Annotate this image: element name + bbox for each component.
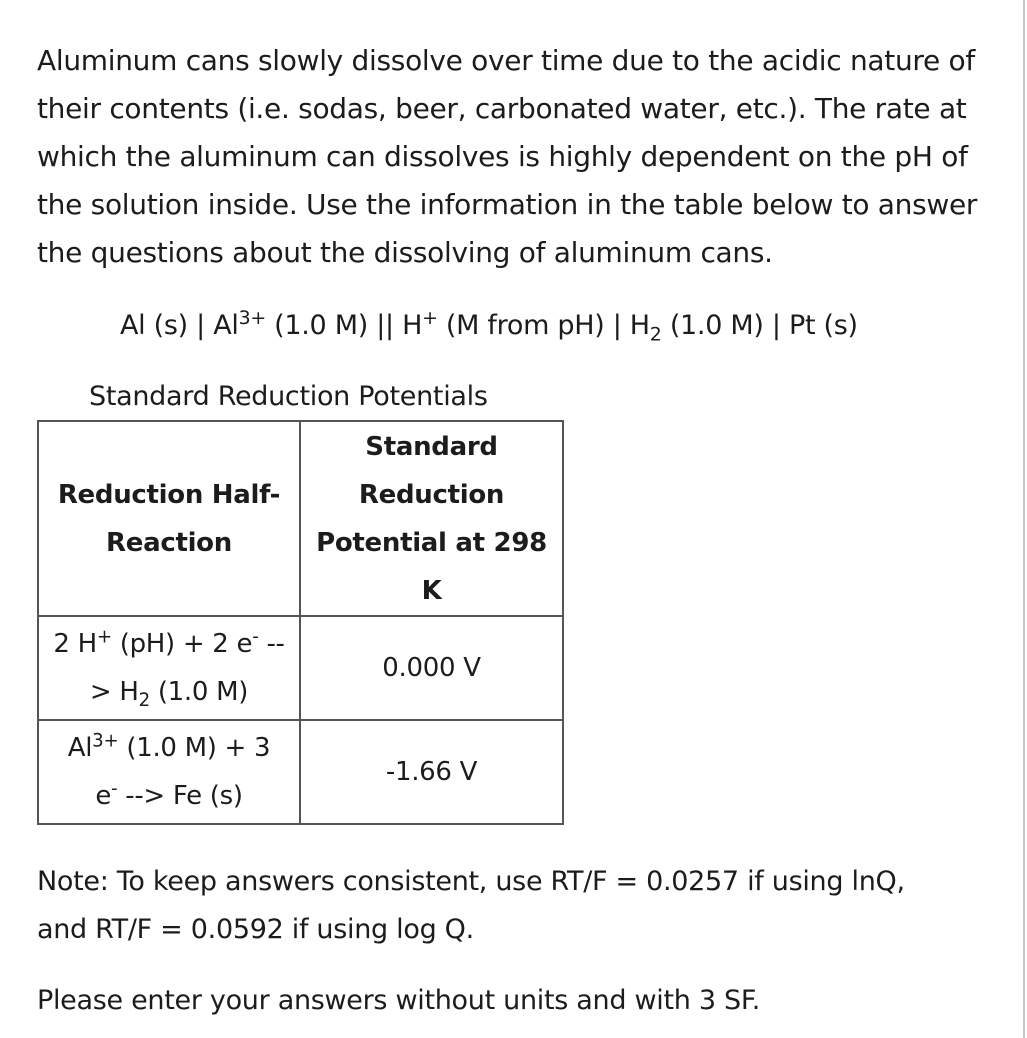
header-reaction-line2: Reaction (106, 527, 232, 558)
cell-notation-part1: Al (s) | Al (120, 310, 239, 341)
note-line1: Note: To keep answers consistent, use RT/F = 0.0257 if using lnQ, (37, 866, 905, 897)
note-line2: and RT/F = 0.0592 if using log Q. (37, 914, 474, 945)
table-caption: Standard Reduction Potentials (89, 381, 488, 412)
row1-sup-b: - (252, 626, 259, 648)
aluminum-potential: -1.66 V (300, 720, 563, 824)
table-row (38, 720, 563, 824)
header-potential-line2: Reduction (358, 479, 505, 510)
table-row (38, 616, 563, 720)
cell-notation-part4: (1.0 M) | Pt (s) (661, 310, 858, 341)
cell-notation (120, 304, 858, 348)
intro-paragraph (37, 37, 1002, 277)
header-reaction (38, 421, 300, 616)
hydrogen-half-reaction (38, 616, 300, 720)
table-header-row (38, 421, 563, 616)
row1-text-e: (1.0 M) (149, 677, 249, 707)
al-charge: 3+ (238, 307, 266, 329)
row2-text-b: (1.0 M) + 3 (118, 733, 271, 763)
header-potential (300, 421, 563, 616)
aluminum-half-reaction (38, 720, 300, 824)
reduction-potentials-table (37, 420, 564, 825)
row1-sub-d: 2 (138, 690, 150, 712)
h-charge: + (422, 307, 438, 329)
row2-text-a: Al (67, 733, 93, 763)
row1-text-b: (pH) + 2 e (111, 629, 253, 659)
row1-sup-a: + (96, 626, 112, 648)
cell-notation-part2: (1.0 M) || H (265, 310, 423, 341)
h2-subscript: 2 (649, 323, 662, 346)
answer-instruction: Please enter your answers without units and with 3 SF. (37, 985, 761, 1016)
note-paragraph (37, 858, 997, 954)
hydrogen-potential: 0.000 V (300, 616, 563, 720)
row2-sup-c: - (111, 778, 118, 800)
row1-text-a: 2 H (53, 629, 97, 659)
intro-text: Aluminum cans slowly dissolve over time due to the acidic nature of their contents (i.e. sodas, beer, carbonated water, etc.). The rate at which the aluminum can dissolves is highly dependent on the pH of the solution inside. Use the information in the table below to answer the questions about the dissolving of aluminum cans. (37, 44, 978, 269)
page-right-border (1023, 0, 1025, 1038)
header-reaction-line1: Reduction Half- (57, 479, 281, 510)
row1-text-c: -- (258, 629, 285, 659)
header-potential-line4: K (421, 575, 442, 606)
header-potential-line1: Standard (365, 431, 498, 462)
cell-notation-part3: (M from pH) | H (437, 310, 650, 341)
row2-text-d: --> Fe (s) (117, 781, 243, 811)
row2-sup-a: 3+ (92, 730, 119, 752)
header-potential-line3: Potential at 298 (316, 527, 547, 558)
row2-text-c: e (95, 781, 112, 811)
row1-text-d: > H (89, 677, 139, 707)
